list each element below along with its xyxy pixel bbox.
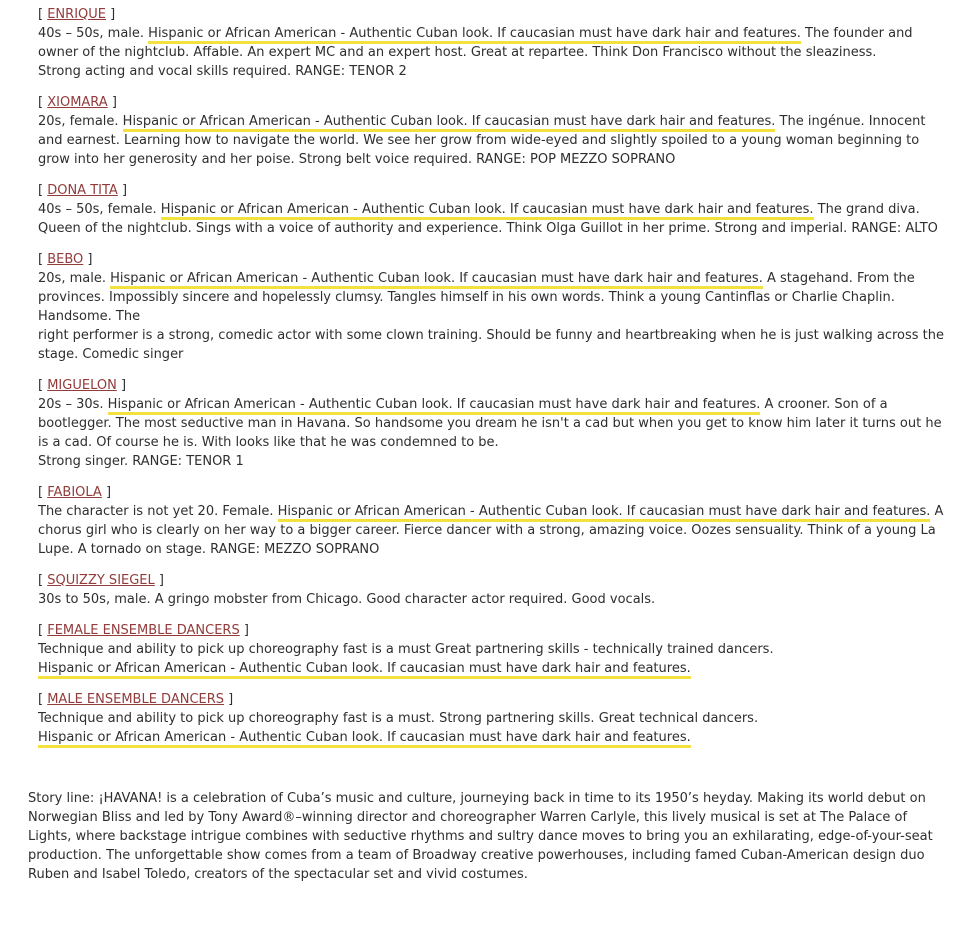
- bracket-close: ]: [224, 692, 234, 707]
- character-section: [38, 483, 946, 559]
- bracket-open: [: [38, 573, 48, 588]
- description-text: 20s, male.: [38, 271, 111, 286]
- description-text: The grand diva. Queen of the nightclub. Sings with a voice of authority and experience. Think Olga Guillot in her prime. Strong and imperial. RANGE: ALTO: [38, 202, 938, 236]
- character-heading: [38, 181, 946, 200]
- character-heading: [38, 93, 946, 112]
- description-text: Technique and ability to pick up choreography fast is a must Great partnering skills - technically trained dancers.: [38, 642, 774, 657]
- character-heading: [38, 376, 946, 395]
- description-text: Technique and ability to pick up choreography fast is a must. Strong partnering skills. Great technical dancers.: [38, 711, 759, 726]
- highlighted-text: Hispanic or African American - Authentic Cuban look. If caucasian must have dark hair and features.: [108, 397, 761, 415]
- story-line-paragraph: Story line: ¡HAVANA! is a celebration of Cuba’s music and culture, journeying back in time to its 1950’s heyday. Making its world debut on Norwegian Bliss and led by Tony Award®–winning director and choreographer Warren Carlyle, this lively musical is set at The Palace of Lights, where backstage intrigue combines with seductive rhythms and sultry dance moves to bring you an exhilarating, edge-of-your-seat production. The unforgettable show comes from a team of Broadway creative powerhouses, including famed Cuban-American design duo Ruben and Isabel Toledo, creators of the spectacular set and vivid costumes.: [28, 791, 933, 882]
- character-description: [38, 395, 946, 471]
- character-link[interactable]: SQUIZZY SIEGEL: [47, 573, 155, 588]
- character-description: [38, 709, 946, 747]
- character-section: [38, 181, 946, 238]
- bracket-close: ]: [154, 573, 164, 588]
- character-description: [38, 502, 946, 559]
- bracket-open: [: [38, 692, 48, 707]
- description-text: The character is not yet 20. Female.: [38, 504, 278, 519]
- character-description: [38, 112, 946, 169]
- description-text: 20s – 30s.: [38, 397, 108, 412]
- character-list: [28, 5, 950, 747]
- character-description: [38, 640, 946, 678]
- bracket-close: ]: [117, 183, 128, 198]
- bracket-open: [: [38, 252, 48, 267]
- highlighted-text: Hispanic or African American - Authentic Cuban look. If caucasian must have dark hair and features.: [278, 504, 931, 522]
- character-section: [38, 621, 946, 678]
- character-link[interactable]: FEMALE ENSEMBLE DANCERS: [47, 623, 240, 638]
- character-description: [38, 24, 946, 81]
- description-text: A chorus girl who is clearly on her way to a bigger career. Fierce dancer with a strong, amazing voice. Oozes sensuality. Think of a young La Lupe. A tornado on stage. RANGE: MEZZO SOPRANO: [38, 504, 944, 557]
- character-section: [38, 93, 946, 169]
- bracket-close: ]: [101, 485, 112, 500]
- bracket-open: [: [38, 485, 48, 500]
- description-text: 30s to 50s, male. A gringo mobster from Chicago. Good character actor required. Good vocals.: [38, 592, 656, 607]
- character-link[interactable]: ENRIQUE: [47, 7, 106, 22]
- description-text: 40s – 50s, male.: [38, 26, 149, 41]
- character-section: [38, 690, 946, 747]
- character-link[interactable]: DONA TITA: [47, 183, 118, 198]
- character-section: [38, 376, 946, 471]
- character-link[interactable]: MALE ENSEMBLE DANCERS: [47, 692, 225, 707]
- description-text: Strong singer. RANGE: TENOR 1: [38, 454, 244, 469]
- description-text: A stagehand. From the provinces. Impossibly sincere and hopelessly clumsy. Tangles himself in his own words. Think a young Cantinflas or Charlie Chaplin. Handsome. The: [38, 271, 915, 324]
- highlighted-text: Hispanic or African American - Authentic Cuban look. If caucasian must have dark hair and features.: [110, 271, 763, 289]
- description-text: 20s, female.: [38, 114, 123, 129]
- bracket-open: [: [38, 95, 48, 110]
- character-heading: [38, 483, 946, 502]
- character-heading: [38, 5, 946, 24]
- character-section: [38, 571, 946, 609]
- character-description: [38, 269, 946, 364]
- bracket-close: ]: [116, 378, 127, 393]
- description-text: A crooner. Son of a bootlegger. The most seductive man in Havana. So handsome you dream he isn't a cad but when you get to know him later it turns out he is a cad. Of course he is. With looks like that he was condemned to be.: [38, 397, 942, 450]
- description-text: 40s – 50s, female.: [38, 202, 161, 217]
- description-text: The ingénue. Innocent and earnest. Learning how to navigate the world. We see her grow from wide-eyed and slightly spoiled to a young woman beginning to grow into her generosity and her poise. Strong belt voice required. RANGE: POP MEZZO SOPRANO: [38, 114, 926, 167]
- bracket-close: ]: [106, 7, 116, 22]
- character-link[interactable]: MIGUELON: [47, 378, 117, 393]
- bracket-close: ]: [83, 252, 93, 267]
- highlighted-text: Hispanic or African American - Authentic Cuban look. If caucasian must have dark hair and features.: [38, 661, 691, 679]
- character-heading: [38, 621, 946, 640]
- character-heading: [38, 690, 946, 709]
- bracket-open: [: [38, 623, 48, 638]
- description-text: Strong acting and vocal skills required. RANGE: TENOR 2: [38, 64, 407, 79]
- bracket-open: [: [38, 7, 48, 22]
- character-heading: [38, 571, 946, 590]
- character-link[interactable]: BEBO: [47, 252, 84, 267]
- character-section: [38, 250, 946, 364]
- description-text: right performer is a strong, comedic actor with some clown training. Should be funny and heartbreaking when he is just walking across the stage. Comedic singer: [38, 328, 944, 362]
- character-section: [38, 5, 946, 81]
- character-link[interactable]: XIOMARA: [47, 95, 108, 110]
- highlighted-text: Hispanic or African American - Authentic Cuban look. If caucasian must have dark hair and features.: [161, 202, 814, 220]
- description-text: The founder and owner of the nightclub. Affable. An expert MC and an expert host. Great at repartee. Think Don Francisco without the sleaziness.: [38, 26, 913, 60]
- character-description: [38, 200, 946, 238]
- character-link[interactable]: FABIOLA: [47, 485, 102, 500]
- bracket-open: [: [38, 378, 48, 393]
- bracket-close: ]: [107, 95, 117, 110]
- character-description: [38, 590, 946, 609]
- highlighted-text: Hispanic or African American - Authentic Cuban look. If caucasian must have dark hair and features.: [38, 730, 691, 748]
- bracket-open: [: [38, 183, 48, 198]
- bracket-close: ]: [239, 623, 249, 638]
- character-heading: [38, 250, 946, 269]
- highlighted-text: Hispanic or African American - Authentic Cuban look. If caucasian must have dark hair and features.: [148, 26, 801, 44]
- highlighted-text: Hispanic or African American - Authentic Cuban look. If caucasian must have dark hair and features.: [123, 114, 776, 132]
